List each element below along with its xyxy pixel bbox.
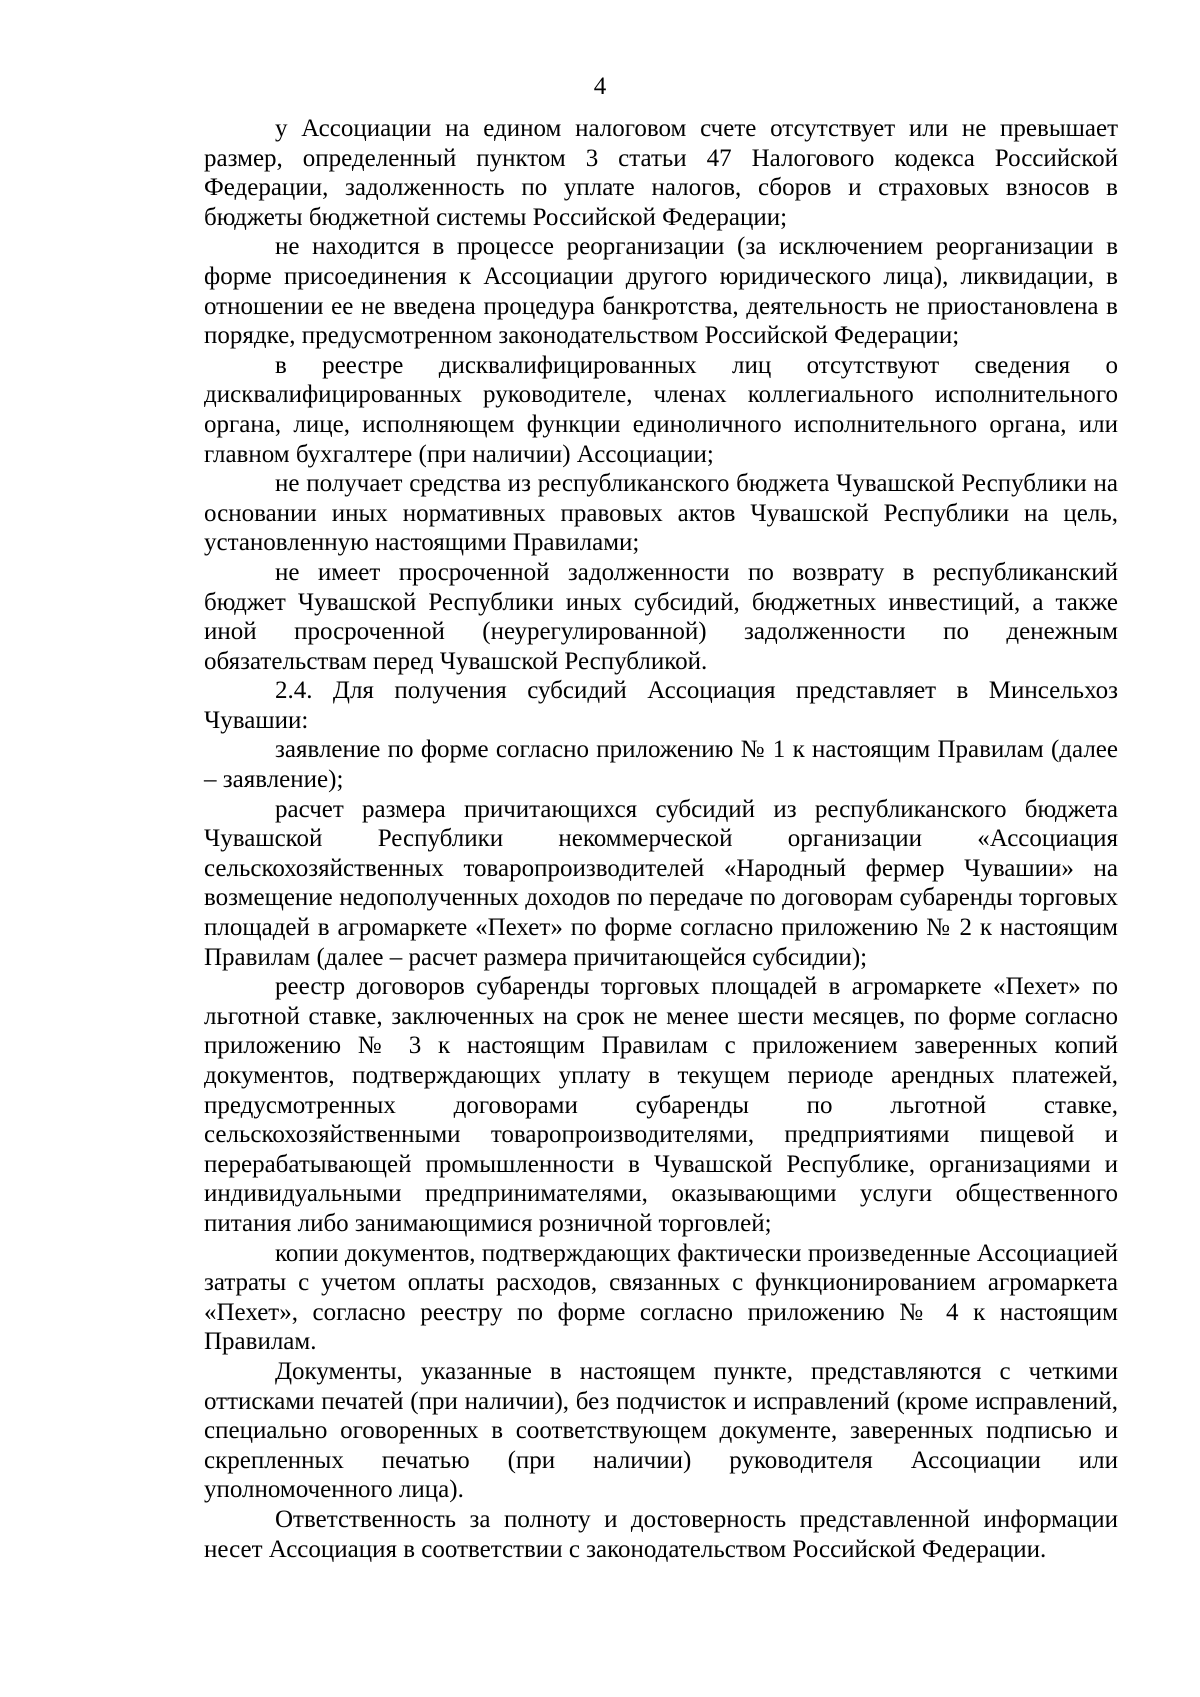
paragraph-expense-documents: копии документов, подтверждающих фактически произведенные Ассоциацией затраты с учетом оплаты расходов, связанных с функционированием агромаркета «Пехет», согласно реестру по форме согласно приложению № 4 к настоящим Правилам. bbox=[204, 1239, 1118, 1356]
document-body bbox=[204, 114, 1118, 1564]
page-number: 4 bbox=[593, 73, 607, 100]
paragraph-subsidy-calculation: расчет размера причитающихся субсидий из республиканского бюджета Чувашской Республики некоммерческой организации «Ассоциация сельскохозяйственных товаропроизводителей «Народный фермер Чувашии» на возмещение недополученных доходов по передаче по договорам субаренды торговых площадей в агромаркете «Пехет» по форме согласно приложению № 2 к настоящим Правилам (далее – расчет размера причитающейся субсидии); bbox=[204, 795, 1118, 971]
paragraph-section-2-4: 2.4. Для получения субсидий Ассоциация представляет в Минсельхоз Чувашии: bbox=[204, 677, 1118, 734]
paragraph-application: заявление по форме согласно приложению № 1 к настоящим Правилам (далее – заявление); bbox=[204, 736, 1118, 794]
paragraph-no-tax-debt: у Ассоциации на едином налоговом счете отсутствует или не превышает размер, определенный пунктом 3 статьи 47 Налогового кодекса Российской Федерации, задолженность по уплате налогов, сборов и страховых взносов в бюджеты бюджетной системы Российской Федерации; bbox=[204, 115, 1118, 231]
paragraph-disqualified-persons: в реестре дисквалифицированных лиц отсутствуют сведения о дисквалифицированных руководителе, членах коллегиального исполнительного органа, лице, исполняющем функции единоличного исполнительного органа, или главном бухгалтере (при наличии) Ассоциации; bbox=[204, 351, 1118, 468]
paragraph-responsibility: Ответственность за полноту и достоверность представленной информации несет Ассоциация в соответствии с законодательством Российской Федерации. bbox=[204, 1505, 1118, 1563]
paragraph-no-overdue-debt: не имеет просроченной задолженности по возврату в республиканский бюджет Чувашской Республики иных субсидий, бюджетных инвестиций, а также иной просроченной (неурегулированной) задолженности по денежным обязательствам перед Чувашской Республикой. bbox=[204, 558, 1118, 675]
paragraph-sublease-register: реестр договоров субаренды торговых площадей в агромаркете «Пехет» по льготной ставке, заключенных на срок не менее шести месяцев, по форме согласно приложению № 3 к настоящим Правилам с приложением заверенных копий документов, подтверждающих уплату в текущем периоде арендных платежей, предусмотренных договорами субаренды по льготной ставке, сельскохозяйственными товаропроизводителями, предприятиями пищевой и перерабатывающей промышленности в Чувашской Республике, организациями и индивидуальными предпринимателями, оказывающими услуги общественного питания либо занимающимися розничной торговлей; bbox=[204, 973, 1118, 1237]
paragraph-no-reorganization: не находится в процессе реорганизации (за исключением реорганизации в форме присоединения к Ассоциации другого юридического лица), ликвидации, в отношении ее не введена процедура банкротства, деятельность не приостановлена в порядке, предусмотренном законодательством Российской Федерации; bbox=[204, 233, 1118, 350]
paragraph-no-other-funds: не получает средства из республиканского бюджета Чувашской Республики на основании иных нормативных правовых актов Чувашской Республики на цель, установленную настоящими Правилами; bbox=[204, 470, 1118, 557]
paragraph-document-requirements: Документы, указанные в настоящем пункте, представляются с четкими оттисками печатей (при наличии), без подчисток и исправлений (кроме исправлений, специально оговоренных в соответствующем документе, заверенных подписью и скрепленных печатью (при наличии) руководителя Ассоциации или уполномоченного лица). bbox=[204, 1357, 1118, 1504]
